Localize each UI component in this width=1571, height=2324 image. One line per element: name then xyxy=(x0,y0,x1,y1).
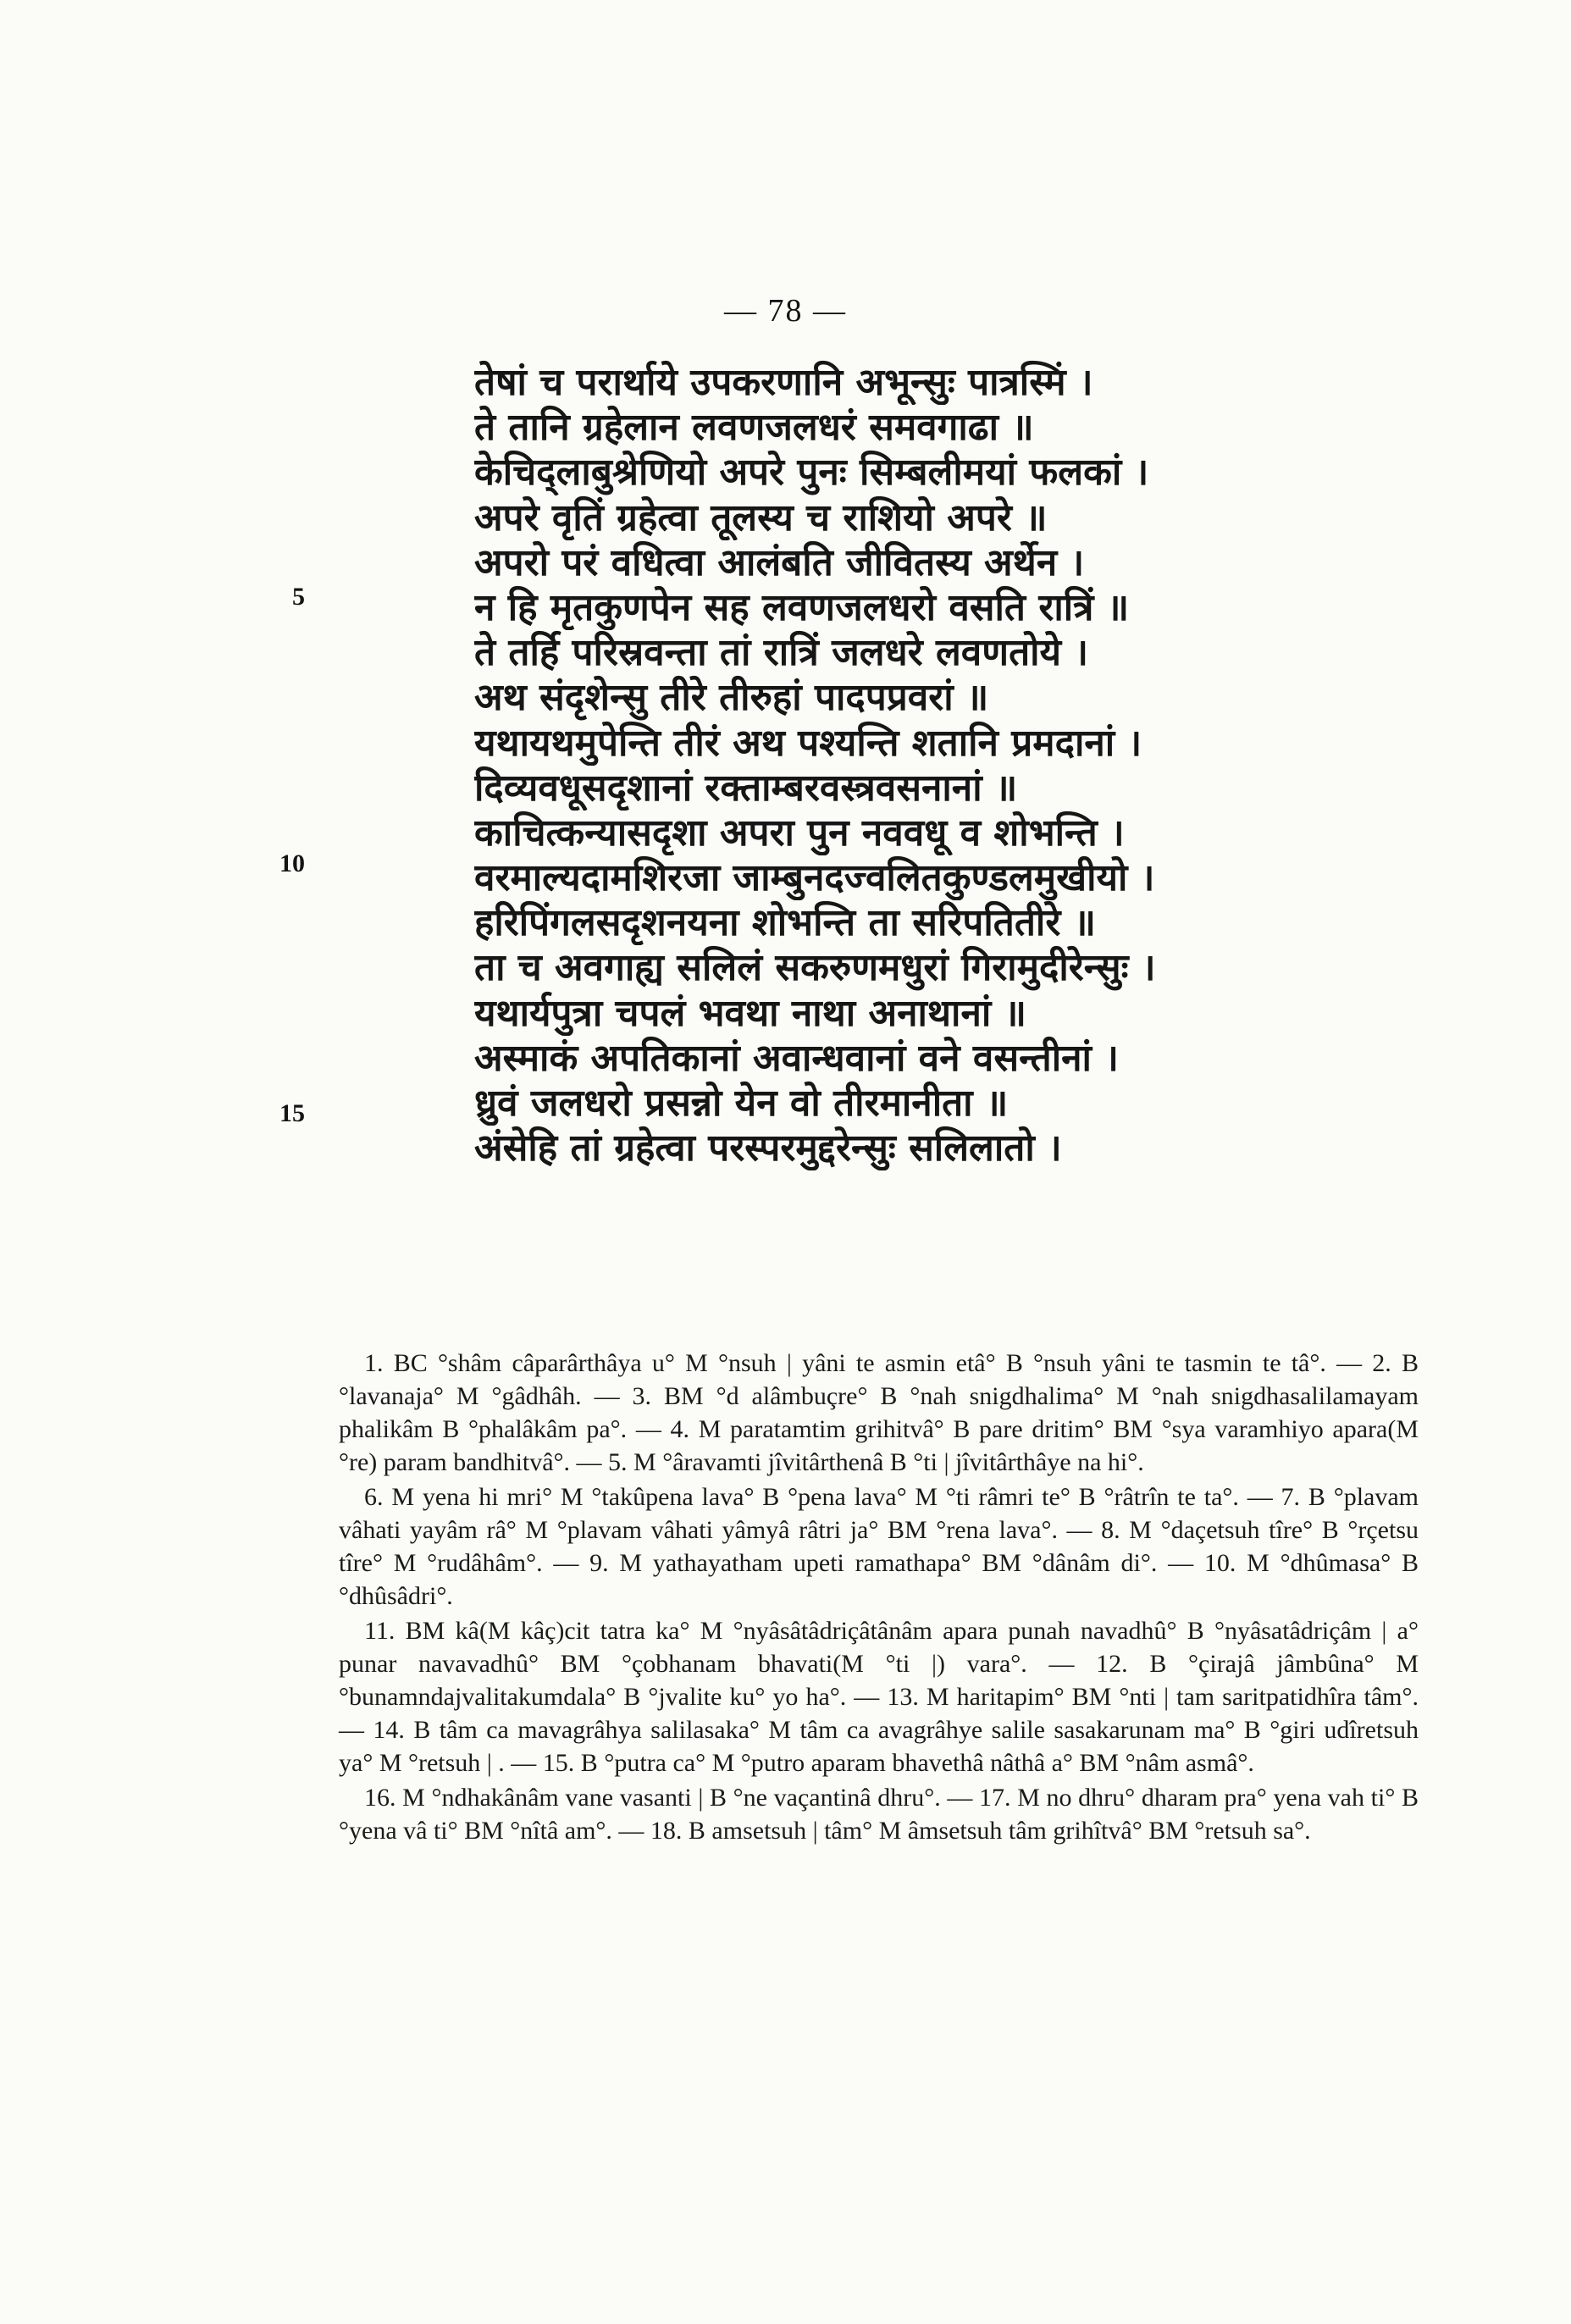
verse-line: ते तानि ग्रहेलान लवणजलधरं समवगाढा ॥ xyxy=(474,406,1034,450)
verse-line: ध्रुवं जलधरो प्रसन्नो येन वो तीरमानीता ॥ xyxy=(474,1082,1009,1125)
footnotes xyxy=(339,1347,1419,1849)
verse-line: अपरे वृतिं ग्रहेत्वा तूलस्य च राशियो अपरे ॥ xyxy=(474,495,1048,540)
line-number-10: 10 xyxy=(279,849,305,877)
verse-line: वरमाल्यदामशिरजा जाम्बुनदज्वलितकुण्डलमुखीयो । xyxy=(474,856,1155,900)
footnote-paragraph: 11. BM kâ(M kâç)cit tatra ka° M °nyâsâtâdriçâtânâm apara punah navadhû° B °nyâsatâdriçâm | a° punar navavadhû° BM °çobhanam bhavati(M °ti |) vara°. — 12. B °çirajâ jâmbûna° M °bunamndajvalitakumdala° B °jvalite ku° yo ha°. — 13. M haritapim° BM °nti | tam saritpatidhîra tâm°. — 14. B tâm ca mavagrâhya salilasaka° M tâm ca avagrâhye salile sasakarunam ma° B °giri udîretsuh ya° M °retsuh | . — 15. B °putra ca° M °putro aparam bhavethâ nâthâ a° BM °nâm asmâ°. xyxy=(339,1617,1419,1777)
verse-line: यथार्यपुत्रा चपलं भवथा नाथा अनाथानां ॥ xyxy=(474,991,1026,1035)
verse-line: अस्माकं अपतिकानां अवान्धवानां वने वसन्तीनां । xyxy=(474,1036,1119,1080)
page-number: — 78 — xyxy=(724,293,847,329)
verse-line: यथायथमुपेन्ति तीरं अथ पश्यन्ति शतानि प्रमदानां । xyxy=(474,721,1142,765)
verse-line: अथ संदृशेन्सु तीरे तीरुहां पादपप्रवरां ॥ xyxy=(474,676,989,720)
line-number-15: 15 xyxy=(279,1099,305,1127)
verse-line: केचिद्लाबुश्रेणियो अपरे पुनः सिम्बलीमयां फलकां । xyxy=(474,451,1149,495)
verse-line: अपरो परं वधित्वा आलंबति जीवितस्य अर्थेन । xyxy=(474,540,1085,584)
verse-line: तेषां च परार्थाये उपकरणानि अभून्सुः पात्रस्मिं । xyxy=(474,361,1093,404)
verse-line: न हि मृतकुणपेन सह लवणजलधरो वसति रात्रिं ॥ xyxy=(474,585,1130,629)
verse-line: ता च अवगाह्य सलिलं सकरुणमधुरां गिरामुदीरेन्सुः । xyxy=(474,946,1156,990)
verse-line: काचित्कन्यासदृशा अपरा पुन नववधू व शोभन्ति । xyxy=(474,811,1125,855)
verse-line: दिव्यवधूसदृशानां रक्ताम्बरवस्त्रवसनानां ॥ xyxy=(474,766,1018,810)
footnote-paragraph: 16. M °ndhakânâm vane vasanti | B °ne vaçantinâ dhru°. — 17. M no dhru° dharam pra° yena vah ti° B °yena vâ ti° BM °nîtâ am°. — 18. B amsetsuh | tâm° M âmsetsuh tâm grihîtvâ° BM °retsuh sa°. xyxy=(339,1784,1419,1845)
verse-block xyxy=(474,360,1440,1170)
footnote-paragraph: 1. BC °shâm câparârthâya u° M °nsuh | yâni te asmin etâ° B °nsuh yâni te tasmin te tâ°. — 2. B °lavanaja° M °gâdhâh. — 3. BM °d alâmbuçre° B °nah snigdhalima° M °nah snigdhasalilamayam phalikâm B °phalâkâm pa°. — 4. M paratamtim grihitvâ° B pare dritim° BM °sya varamhiyo apara(M °re) param bandhitvâ°. — 5. M °âravamti jîvitârthenâ B °ti | jîvitârthâye na hi°. xyxy=(339,1349,1419,1476)
line-number-5: 5 xyxy=(292,583,305,611)
verse-line: अंसेहि तां ग्रहेत्वा परस्परमुद्दरेन्सुः सलिलातो । xyxy=(474,1126,1062,1170)
verse-line: हरिपिंगलसदृशनयना शोभन्ति ता सरिपतितीरे ॥ xyxy=(474,901,1096,945)
footnote-paragraph: 6. M yena hi mri° M °takûpena lava° B °pena lava° M °ti râmri te° B °râtrîn te ta°. — 7. B °plavam vâhati yayâm râ° M °plavam vâhati yâmyâ râtri ja° BM °rena lava°. — 8. M °daçetsuh tîre° B °rçetsu tîre° M °rudâhâm°. — 9. M yathayatham upeti ramathapa° BM °dânâm di°. — 10. M °dhûmasa° B °dhûsâdri°. xyxy=(339,1483,1419,1610)
verse-line: ते तर्हि परिस्रवन्ता तां रात्रिं जलधरे लवणतोये । xyxy=(474,631,1089,675)
